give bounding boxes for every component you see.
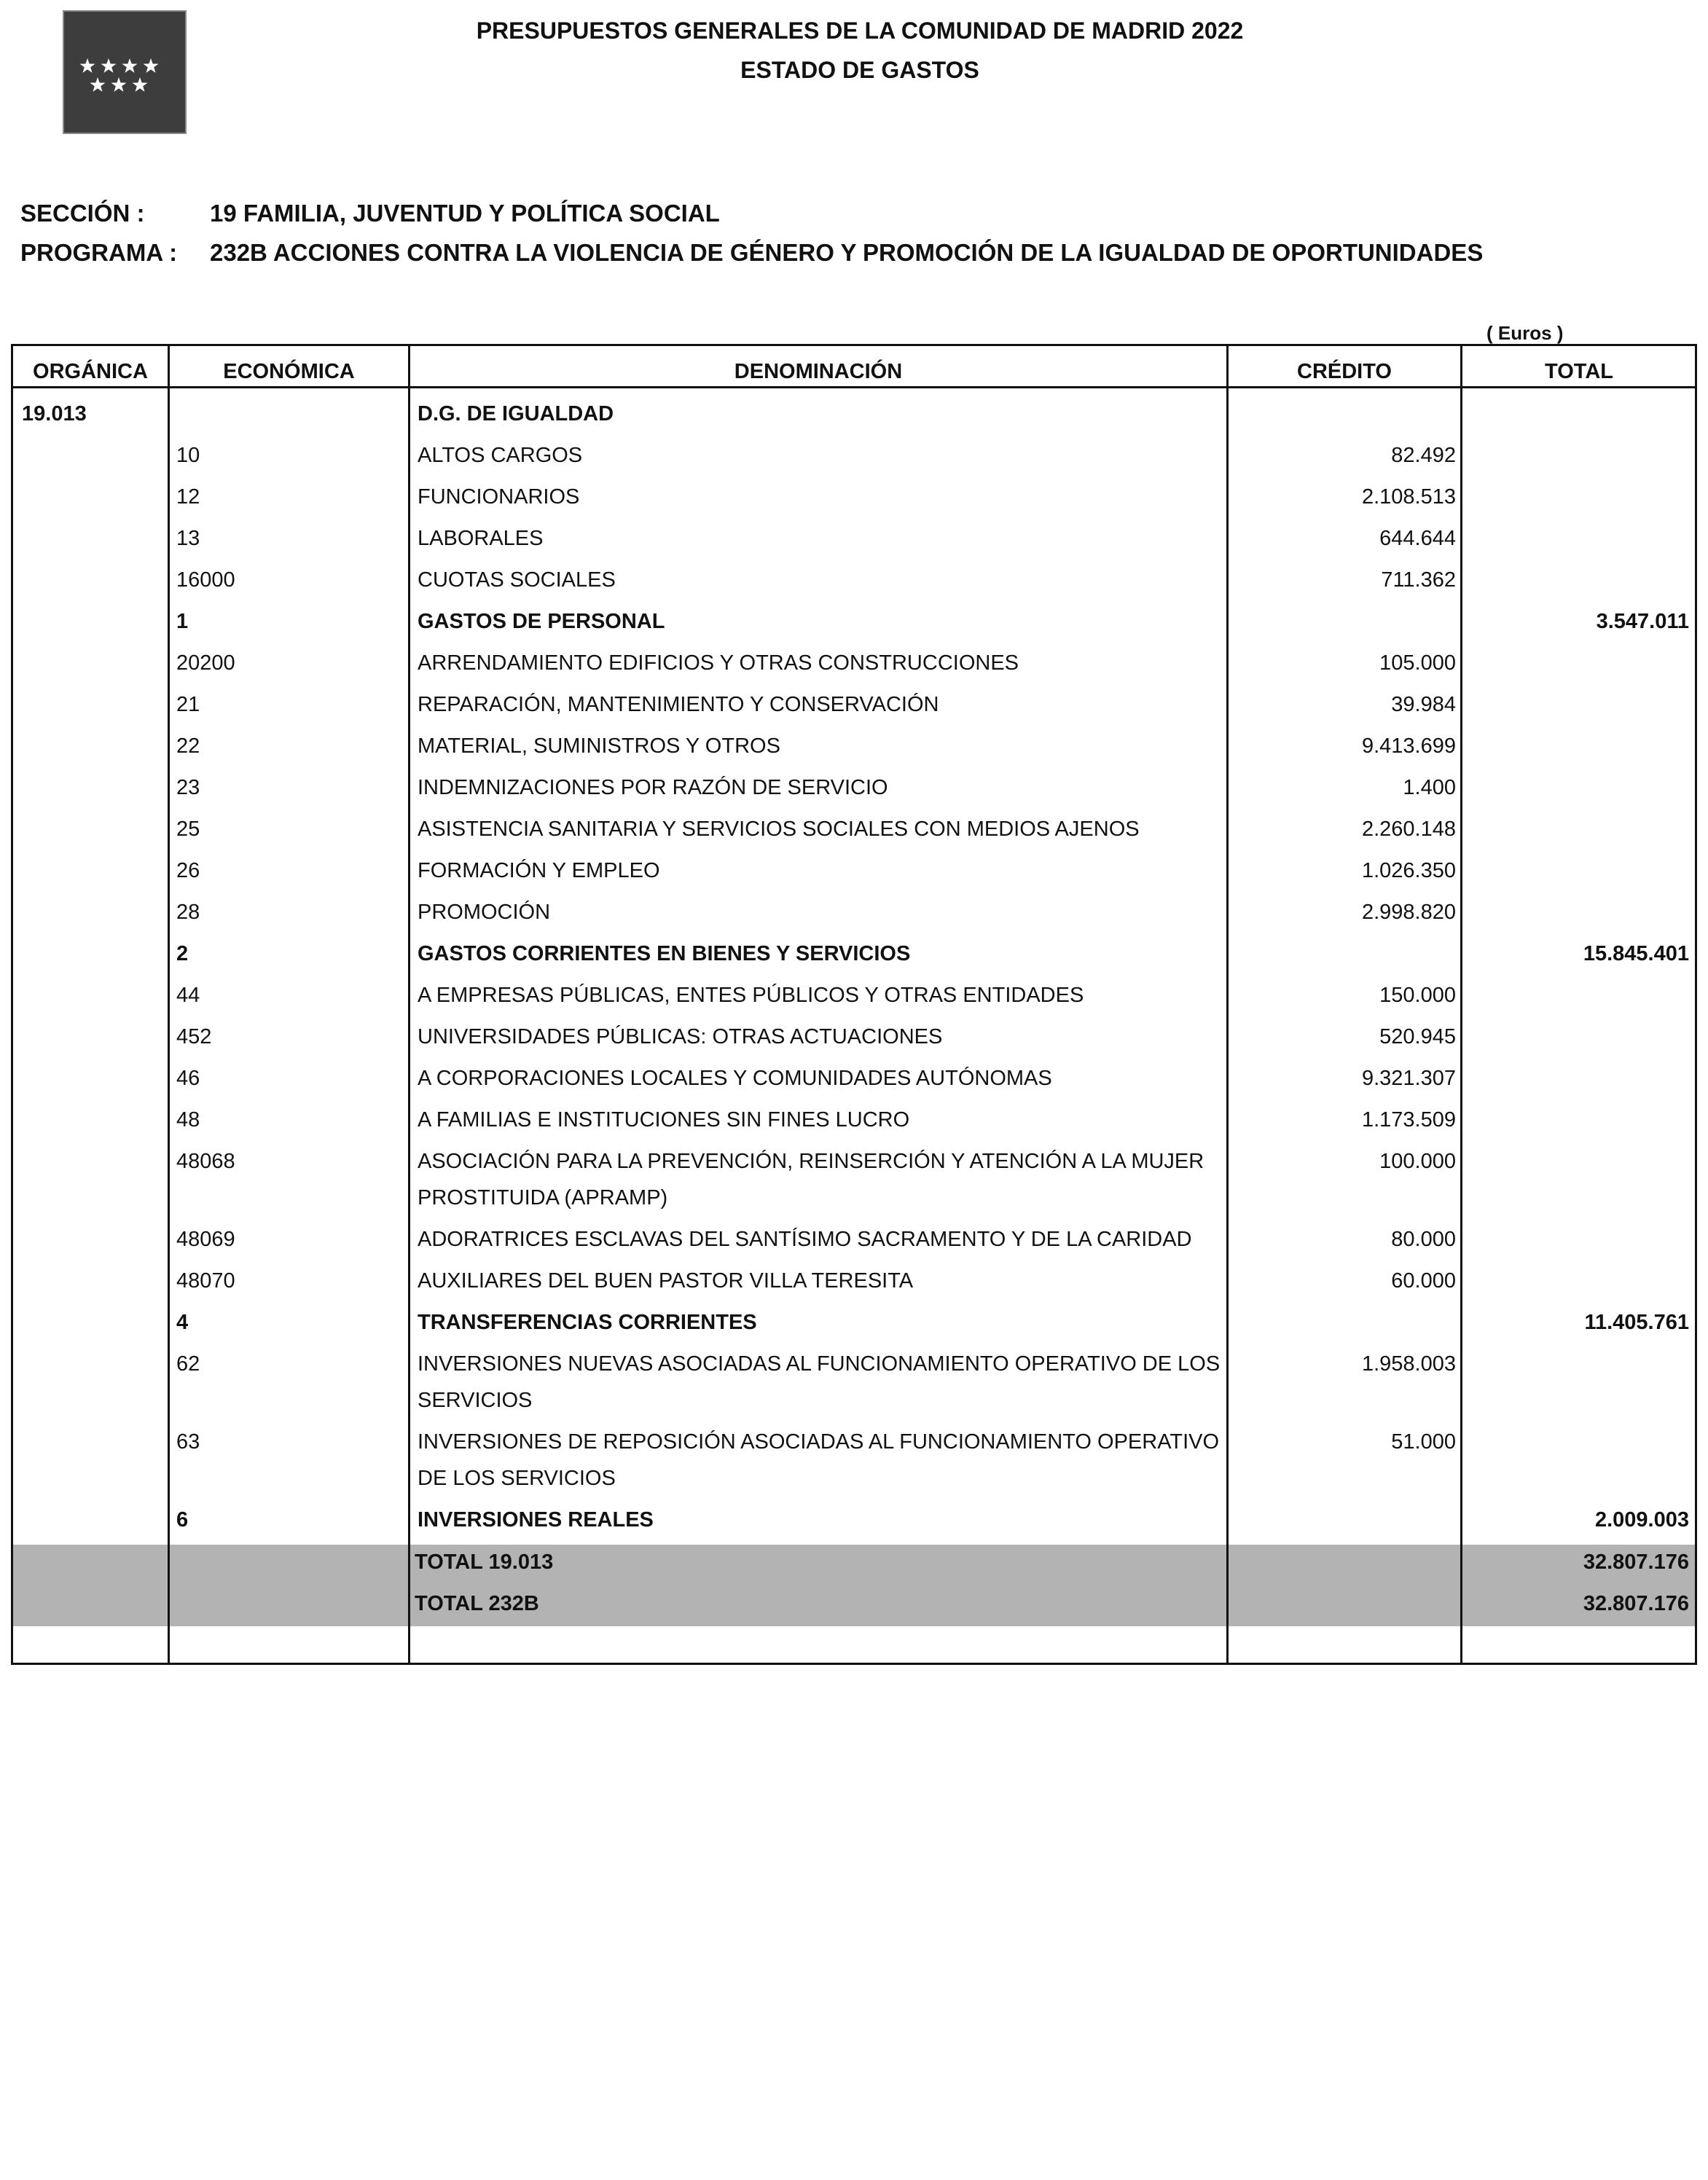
table-row (0, 728, 1708, 769)
cell-cre: 1.173.509 (1361, 1108, 1456, 1132)
cell-cre: 2.998.820 (1361, 901, 1456, 924)
cell-eco: 48068 (176, 1150, 235, 1173)
table-row (0, 520, 1708, 562)
cell-cre: 105.000 (1379, 651, 1456, 675)
seccion-label: SECCIÓN : (20, 200, 145, 227)
cell-eco: 48 (176, 1108, 200, 1132)
cell-cre: 150.000 (1379, 984, 1456, 1007)
table-row (0, 1221, 1708, 1263)
table-row (0, 396, 1708, 437)
table-row (0, 1502, 1708, 1543)
programa-value: 232B ACCIONES CONTRA LA VIOLENCIA DE GÉNERO Y PROMOCIÓN DE LA IGUALDAD DE OPORTUNIDADES (210, 239, 1484, 266)
cell-tot: 11.405.761 (1584, 1311, 1689, 1334)
cell-den: LABORALES (418, 527, 544, 550)
cell-eco: 1 (176, 610, 189, 633)
cell-den: ASISTENCIA SANITARIA Y SERVICIOS SOCIALES CON MEDIOS AJENOS (418, 818, 1140, 841)
cell-cre: 100.000 (1379, 1150, 1456, 1173)
cell-den: D.G. DE IGUALDAD (418, 402, 614, 426)
cell-den: AUXILIARES DEL BUEN PASTOR VILLA TERESITA (418, 1269, 914, 1293)
column-header-credito: CRÉDITO (1297, 360, 1392, 383)
cell-eco: 48069 (176, 1228, 235, 1251)
table-row (0, 562, 1708, 603)
cell-cre: 9.321.307 (1361, 1067, 1456, 1090)
table-row (0, 1019, 1708, 1060)
cell-eco: 28 (176, 901, 200, 924)
cell-den: ARRENDAMIENTO EDIFICIOS Y OTRAS CONSTRUCCIONES (418, 651, 1019, 675)
cell-tot: 2.009.003 (1594, 1508, 1689, 1532)
cell-cre: 1.958.003 (1361, 1352, 1456, 1376)
column-header-organica: ORGÁNICA (33, 360, 148, 383)
cell-cre: 80.000 (1391, 1228, 1456, 1251)
cell-cre: 1.400 (1403, 776, 1456, 799)
cell-den: CUOTAS SOCIALES (418, 568, 616, 592)
table-row (0, 811, 1708, 852)
cell-eco: 6 (176, 1508, 189, 1532)
cell-den: GASTOS DE PERSONAL (418, 610, 665, 633)
table-row (0, 437, 1708, 479)
cell-eco: 12 (176, 485, 200, 509)
cell-eco: 21 (176, 693, 200, 716)
total-cell-tot: 32.807.176 (1583, 1592, 1689, 1615)
table-row (0, 686, 1708, 728)
cell-eco: 13 (176, 527, 200, 550)
table-row (0, 936, 1708, 977)
currency-unit: ( Euros ) (1486, 322, 1564, 344)
cell-den: ALTOS CARGOS (418, 444, 583, 467)
cell-eco: 20200 (176, 651, 235, 675)
cell-eco: 48070 (176, 1269, 235, 1293)
cell-den: ADORATRICES ESCLAVAS DEL SANTÍSIMO SACRAMENTO Y DE LA CARIDAD (418, 1228, 1192, 1251)
table-row (0, 852, 1708, 894)
cell-den: GASTOS CORRIENTES EN BIENES Y SERVICIOS (418, 942, 911, 965)
table-row (0, 1304, 1708, 1346)
cell-den: INVERSIONES NUEVAS ASOCIADAS AL FUNCIONAMIENTO OPERATIVO DE LOS SERVICIOS (418, 1352, 1221, 1412)
cell-cre: 644.644 (1379, 527, 1456, 550)
table-row (0, 1424, 1708, 1502)
document-title: PRESUPUESTOS GENERALES DE LA COMUNIDAD DE MADRID 2022 (476, 17, 1244, 44)
cell-eco: 23 (176, 776, 200, 799)
cell-den: FUNCIONARIOS (418, 485, 580, 509)
cell-eco: 25 (176, 818, 200, 841)
cell-den: ASOCIACIÓN PARA LA PREVENCIÓN, REINSERCIÓN Y ATENCIÓN A LA MUJER PROSTITUIDA (APRAMP) (418, 1150, 1204, 1209)
cell-den: TRANSFERENCIAS CORRIENTES (418, 1311, 757, 1334)
table-row (0, 479, 1708, 520)
cell-eco: 10 (176, 444, 200, 467)
cell-cre: 711.362 (1381, 568, 1456, 592)
cell-den: FORMACIÓN Y EMPLEO (418, 859, 660, 882)
table-row (0, 1346, 1708, 1424)
cell-den: INVERSIONES DE REPOSICIÓN ASOCIADAS AL FUNCIONAMIENTO OPERATIVO DE LOS SERVICIOS (418, 1430, 1220, 1490)
table-row (0, 603, 1708, 645)
seccion-value: 19 FAMILIA, JUVENTUD Y POLÍTICA SOCIAL (210, 200, 720, 227)
cell-cre: 51.000 (1391, 1430, 1456, 1454)
cell-org: 19.013 (22, 402, 87, 426)
column-header-denominacion: DENOMINACIÓN (734, 360, 903, 383)
cell-cre: 1.026.350 (1361, 859, 1456, 882)
cell-eco: 2 (176, 942, 189, 965)
cell-cre: 9.413.699 (1361, 734, 1456, 758)
cell-den: UNIVERSIDADES PÚBLICAS: OTRAS ACTUACIONES (418, 1025, 943, 1048)
cell-eco: 44 (176, 984, 200, 1007)
table-row (0, 769, 1708, 811)
programa-label: PROGRAMA : (20, 239, 178, 266)
document-subtitle: ESTADO DE GASTOS (740, 57, 979, 83)
cell-den: PROMOCIÓN (418, 901, 551, 924)
table-row (0, 1143, 1708, 1221)
cell-eco: 46 (176, 1067, 200, 1090)
total-cell-den: TOTAL 232B (415, 1592, 539, 1615)
cell-cre: 520.945 (1379, 1025, 1456, 1048)
cell-cre: 82.492 (1391, 444, 1456, 467)
cell-tot: 3.547.011 (1596, 610, 1689, 633)
column-header-total: TOTAL (1545, 360, 1613, 383)
cell-den: INVERSIONES REALES (418, 1508, 654, 1532)
total-cell-tot: 32.807.176 (1583, 1550, 1689, 1574)
cell-den: INDEMNIZACIONES POR RAZÓN DE SERVICIO (418, 776, 888, 799)
cell-tot: 15.845.401 (1583, 942, 1689, 965)
cell-eco: 22 (176, 734, 200, 758)
table-row (0, 1263, 1708, 1304)
cell-eco: 4 (176, 1311, 189, 1334)
cell-den: A EMPRESAS PÚBLICAS, ENTES PÚBLICOS Y OTRAS ENTIDADES (418, 984, 1084, 1007)
table-row (0, 1102, 1708, 1143)
column-header-economica: ECONÓMICA (223, 360, 355, 383)
total-row (0, 1585, 1708, 1627)
cell-den: REPARACIÓN, MANTENIMIENTO Y CONSERVACIÓN (418, 693, 939, 716)
total-row (0, 1544, 1708, 1585)
table-row (0, 1060, 1708, 1102)
cell-eco: 452 (176, 1025, 212, 1048)
cell-cre: 39.984 (1391, 693, 1456, 716)
cell-cre: 2.108.513 (1361, 485, 1456, 509)
cell-eco: 63 (176, 1430, 200, 1454)
cell-eco: 16000 (176, 568, 235, 592)
table-row (0, 977, 1708, 1019)
cell-den: MATERIAL, SUMINISTROS Y OTROS (418, 734, 780, 758)
cell-eco: 26 (176, 859, 200, 882)
cell-cre: 2.260.148 (1361, 818, 1456, 841)
cell-cre: 60.000 (1391, 1269, 1456, 1293)
table-row (0, 645, 1708, 686)
table-row (0, 894, 1708, 936)
cell-den: A CORPORACIONES LOCALES Y COMUNIDADES AUTÓNOMAS (418, 1067, 1052, 1090)
cell-eco: 62 (176, 1352, 200, 1376)
cell-den: A FAMILIAS E INSTITUCIONES SIN FINES LUCRO (418, 1108, 910, 1132)
total-cell-den: TOTAL 19.013 (415, 1550, 554, 1574)
